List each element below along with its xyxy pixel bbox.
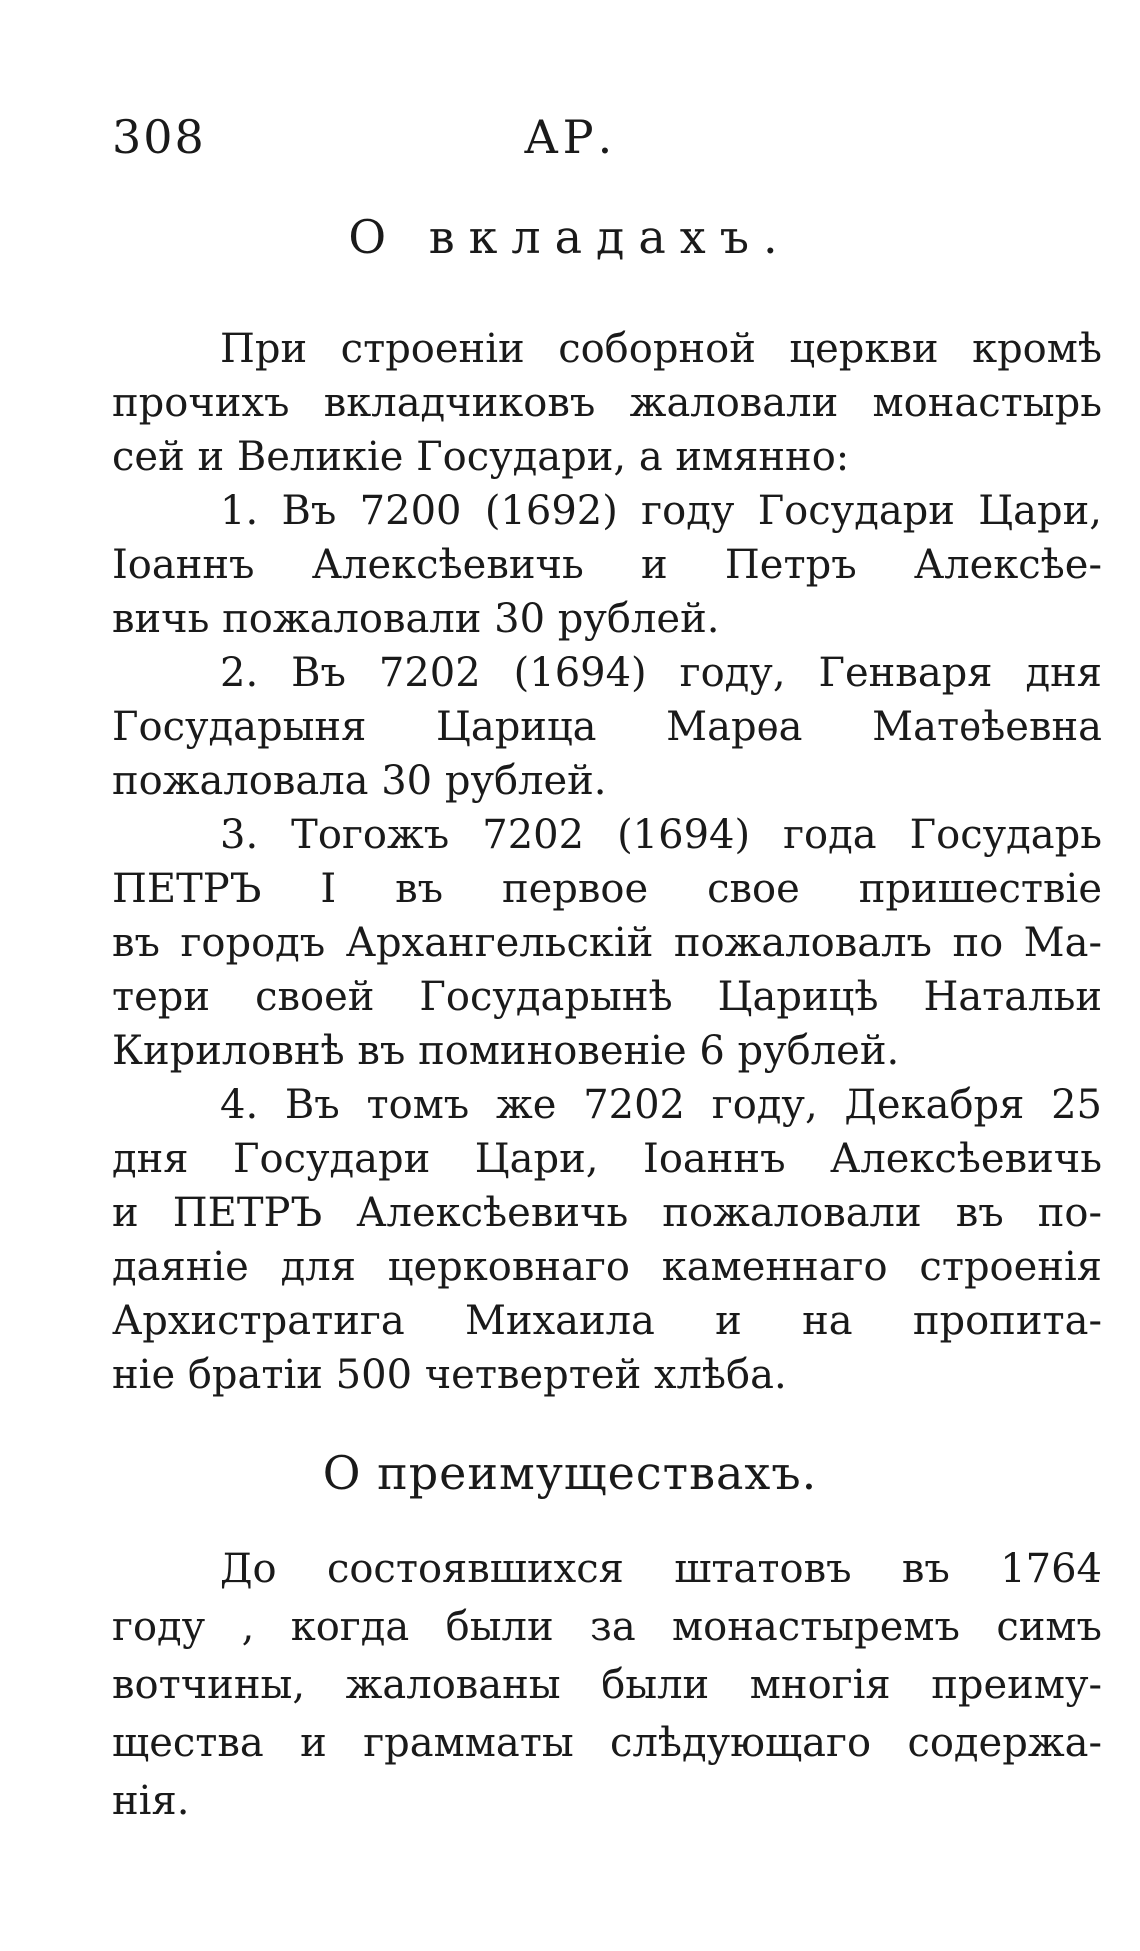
text-line: Іоаннъ Алексѣевичь и Петръ Алексѣе- bbox=[112, 542, 1102, 588]
running-head: АР. bbox=[523, 110, 617, 164]
text-line: въ городъ Архангельскій пожаловалъ по Ма- bbox=[112, 920, 1102, 966]
page-header bbox=[0, 110, 1140, 170]
text-line: Государыня Царица Марѳа Матѳѣевна bbox=[112, 704, 1102, 750]
section-body-privileges bbox=[112, 1540, 1102, 1830]
text-line: тери своей Государынѣ Царицѣ Натальи bbox=[112, 974, 1102, 1020]
section-heading-contributions: О вкладахъ. bbox=[348, 210, 792, 264]
text-line: пожаловала 30 рублей. bbox=[112, 758, 607, 804]
text-line: ніе братіи 500 четвертей хлѣба. bbox=[112, 1352, 787, 1398]
text-line: нія. bbox=[112, 1778, 190, 1824]
text-line: вичь пожаловали 30 рублей. bbox=[112, 596, 720, 642]
text-line: 2. Въ 7202 (1694) году, Генваря дня bbox=[220, 650, 1102, 696]
text-line: 1. Въ 7200 (1692) году Государи Цари, bbox=[220, 488, 1102, 534]
text-line: 4. Въ томъ же 7202 году, Декабря 25 bbox=[220, 1082, 1102, 1128]
text-line: Кириловнѣ въ поминовеніе 6 рублей. bbox=[112, 1028, 900, 1074]
text-line: дня Государи Цари, Іоаннъ Алексѣевичь bbox=[112, 1136, 1102, 1182]
text-line: 3. Тогожъ 7202 (1694) года Государь bbox=[220, 812, 1102, 858]
text-line: сей и Великіе Государи, а имянно: bbox=[112, 434, 850, 480]
text-line: Архистратига Михаила и на пропита- bbox=[112, 1298, 1102, 1344]
text-line: До состоявшихся штатовъ въ 1764 bbox=[220, 1546, 1102, 1592]
text-line: даяніе для церковнаго каменнаго строенія bbox=[112, 1244, 1102, 1290]
text-line: прочихъ вкладчиковъ жаловали монастырь bbox=[112, 380, 1102, 426]
page-number: 308 bbox=[112, 110, 206, 164]
text-line: вотчины, жалованы были многія преиму- bbox=[112, 1662, 1102, 1708]
text-line: щества и граммaты слѣдующаго содержа- bbox=[112, 1720, 1102, 1766]
text-line: При строеніи соборной церкви кромѣ bbox=[220, 326, 1102, 372]
text-line: и ПЕТРЪ Алексѣевичь пожаловали въ по- bbox=[112, 1190, 1102, 1236]
section-heading-privileges: О преимуществахъ. bbox=[322, 1446, 818, 1500]
text-line: ПЕТРЪ I въ первое свое пришествіе bbox=[112, 866, 1102, 912]
section-body-contributions bbox=[112, 322, 1102, 1402]
text-line: году , когда были за монастыремъ симъ bbox=[112, 1604, 1102, 1650]
